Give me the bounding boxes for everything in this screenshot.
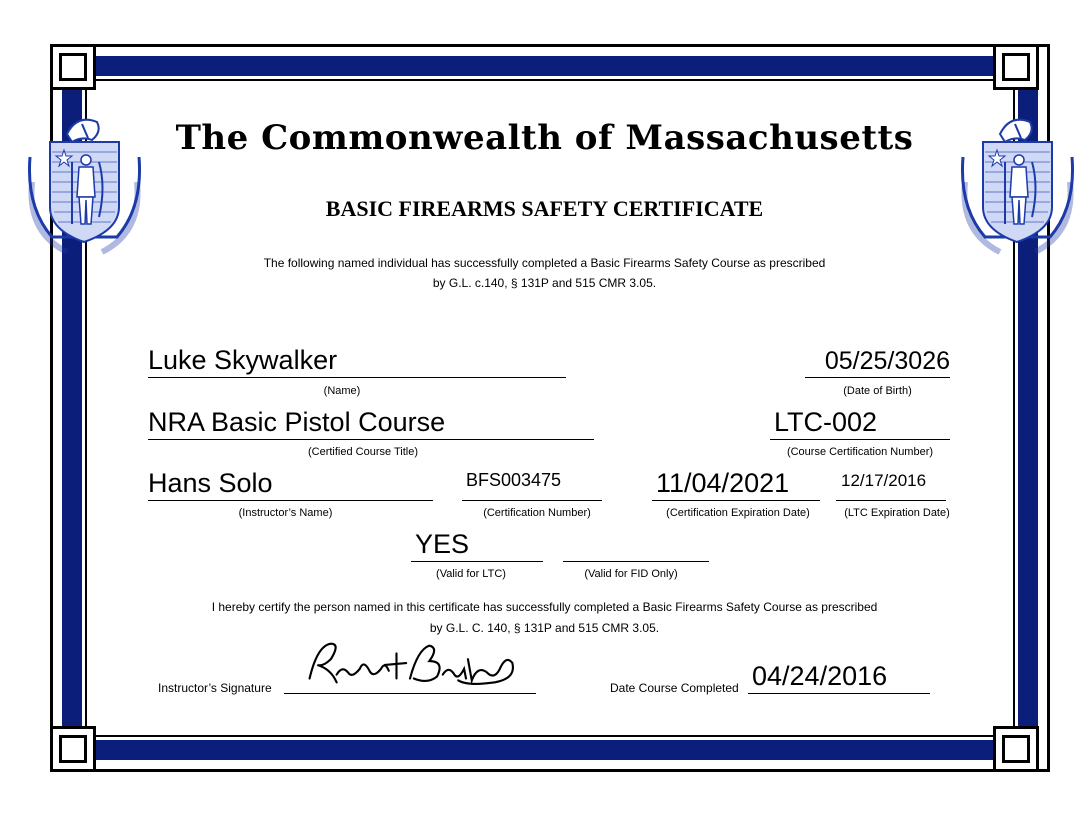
date-completed-value: 04/24/2016 <box>752 661 888 691</box>
ltc-expiration-field[interactable] <box>836 461 946 501</box>
certificate-subtitle: BASIC FIREARMS SAFETY CERTIFICATE <box>325 196 764 221</box>
course-title-caption: (Certified Course Title) <box>307 446 419 458</box>
name-field[interactable] <box>148 338 566 378</box>
instructor-signature-field[interactable] <box>284 636 536 694</box>
cert-expiration-field[interactable] <box>652 461 820 501</box>
corner-ornament-top-left <box>50 44 96 90</box>
name-underline <box>148 377 566 378</box>
cert-expiration-underline <box>652 500 820 501</box>
date-completed-underline <box>748 693 930 694</box>
signature-graphic <box>284 636 536 692</box>
intro-line-1: The following named individual has successfully completed a Basic Firearms Safety Course as prescribed <box>263 256 826 270</box>
corner-ornament-bottom-right <box>993 726 1039 772</box>
signature-underline <box>284 693 536 694</box>
instructor-signature-label: Instructor’s Signature <box>158 681 272 695</box>
instructor-name-caption: (Instructor’s Name) <box>238 507 333 519</box>
course-cert-number-value: LTC-002 <box>774 407 878 437</box>
course-cert-number-field[interactable] <box>770 400 950 440</box>
instructor-name-underline <box>148 500 433 501</box>
cert-number-value: BFS003475 <box>466 470 562 490</box>
ltc-expiration-value: 12/17/2016 <box>841 471 927 490</box>
intro-text <box>0 253 1089 293</box>
certification-line-1: I hereby certify the person named in this certificate has successfully completed a Basic Firearms Safety Course as prescribed <box>211 600 878 614</box>
cert-number-field[interactable] <box>462 461 602 501</box>
dob-value: 05/25/3026 <box>824 347 950 375</box>
valid-fid-caption: (Valid for FID Only) <box>584 568 678 580</box>
cert-number-underline <box>462 500 602 501</box>
ltc-expiration-underline <box>836 500 946 501</box>
cert-expiration-value: 11/04/2021 <box>656 468 790 498</box>
valid-ltc-caption: (Valid for LTC) <box>436 568 506 580</box>
valid-fid-underline <box>563 561 709 562</box>
dob-underline <box>805 377 950 378</box>
cert-number-caption: (Certification Number) <box>483 507 591 519</box>
cert-expiration-caption: (Certification Expiration Date) <box>666 507 810 519</box>
valid-ltc-field[interactable] <box>411 522 543 562</box>
instructor-name-value: Hans Solo <box>148 468 273 498</box>
dob-caption: (Date of Birth) <box>843 385 912 397</box>
certification-statement <box>0 597 1089 639</box>
intro-line-2: by G.L. c.140, § 131P and 515 CMR 3.05. <box>432 276 657 290</box>
course-cert-number-caption: (Course Certification Number) <box>786 446 934 458</box>
course-title-value: NRA Basic Pistol Course <box>148 407 446 437</box>
ltc-expiration-caption: (LTC Expiration Date) <box>844 507 950 519</box>
certification-line-2: by G.L. C. 140, § 131P and 515 CMR 3.05. <box>429 621 660 635</box>
date-completed-field[interactable] <box>748 654 930 694</box>
valid-fid-field[interactable] <box>563 522 709 562</box>
valid-ltc-value: YES <box>415 529 470 559</box>
instructor-name-field[interactable] <box>148 461 433 501</box>
course-title-underline <box>148 439 594 440</box>
date-completed-label: Date Course Completed <box>610 681 739 695</box>
name-caption: (Name) <box>323 385 361 397</box>
certificate-title: The Commonwealth of Massachusetts <box>175 118 914 158</box>
corner-ornament-top-right <box>993 44 1039 90</box>
valid-ltc-underline <box>411 561 543 562</box>
course-cert-number-underline <box>770 439 950 440</box>
name-value: Luke Skywalker <box>148 345 338 375</box>
corner-ornament-bottom-left <box>50 726 96 772</box>
course-title-field[interactable] <box>148 400 594 440</box>
dob-field[interactable] <box>805 338 950 378</box>
